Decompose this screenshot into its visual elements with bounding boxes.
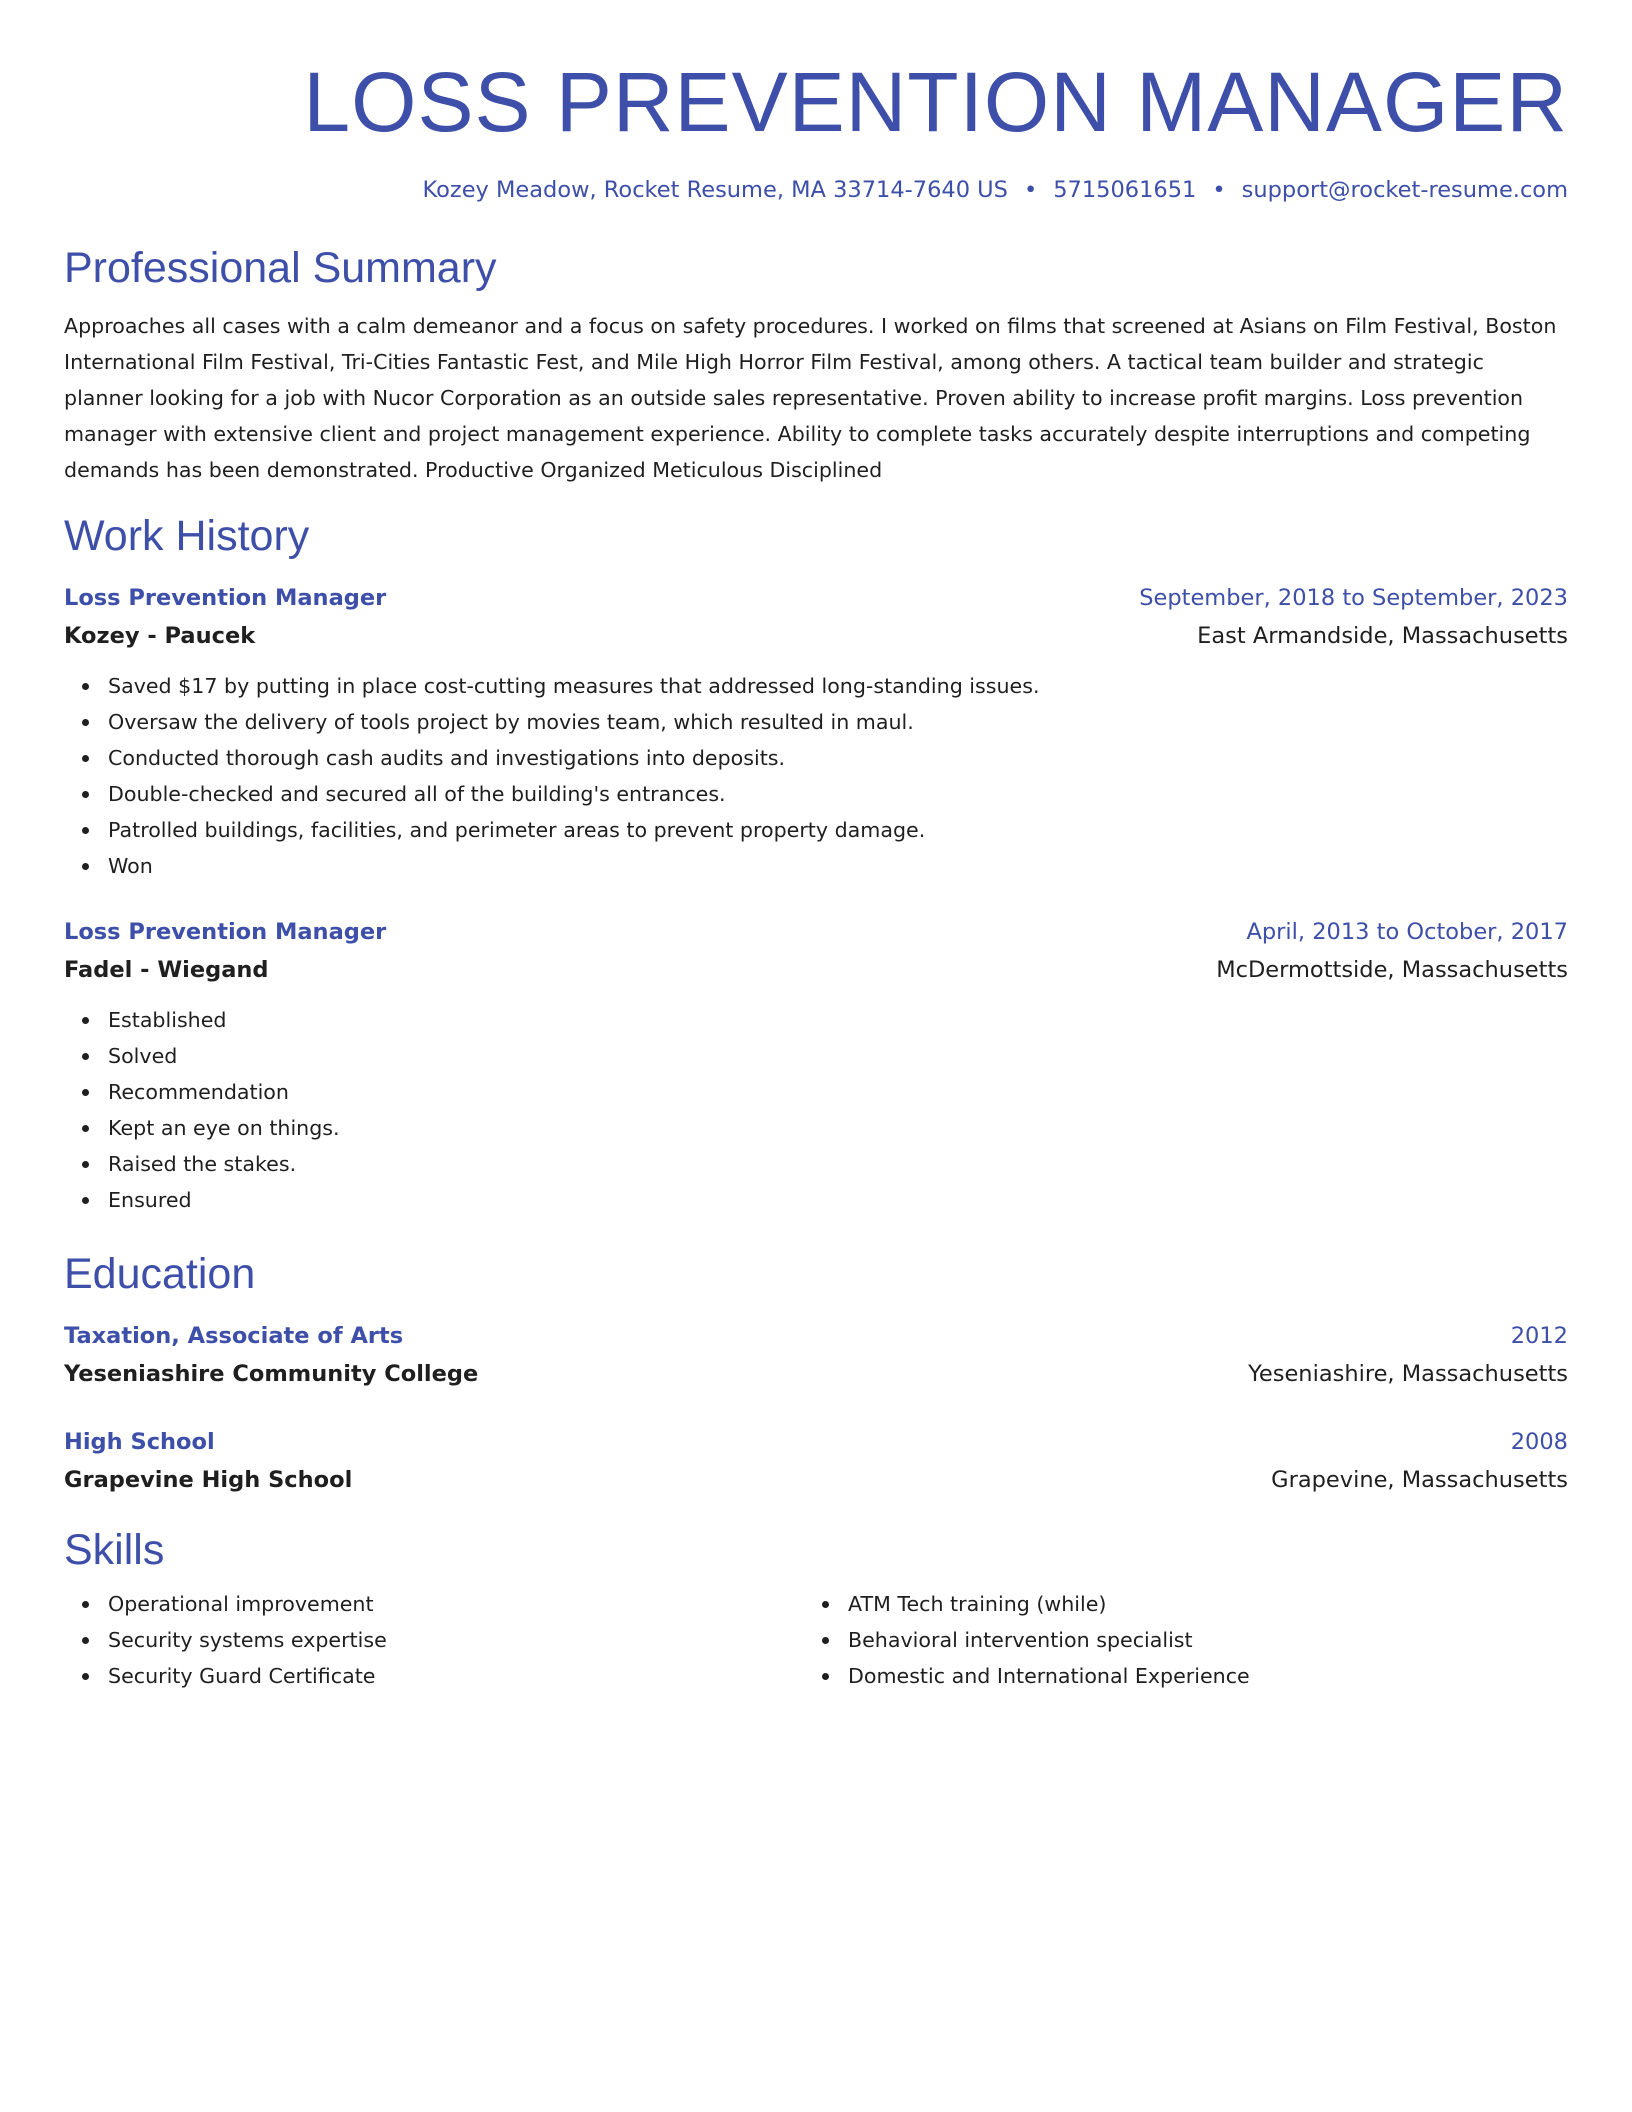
contact-address: Kozey Meadow, Rocket Resume, MA 33714-7640 US: [422, 177, 1008, 203]
company-name: Kozey - Paucek: [64, 623, 256, 649]
job-bullet: Solved: [108, 1038, 1568, 1074]
skills-list: [64, 1586, 804, 1694]
school-name: Yeseniashire Community College: [64, 1361, 479, 1387]
skill-item: Security systems expertise: [108, 1622, 804, 1658]
job-bullet: Patrolled buildings, facilities, and perimeter areas to prevent property damage.: [108, 812, 1568, 848]
skill-item: ATM Tech training (while): [848, 1586, 1544, 1622]
resume-title: LOSS PREVENTION MANAGER: [303, 55, 1568, 149]
job-bullet: Oversaw the delivery of tools project by movies team, which resulted in maul.: [108, 704, 1568, 740]
skills-column-left: [64, 1586, 804, 1694]
job-bullet: Established: [108, 1002, 1568, 1038]
work-entry-subheader: [64, 616, 1568, 656]
education-entry-header: [64, 1318, 1568, 1354]
job-bullets: [64, 668, 1568, 884]
school-location: Yeseniashire, Massachusetts: [1248, 1361, 1568, 1387]
job-bullet: Raised the stakes.: [108, 1146, 1568, 1182]
work-entry-header: [64, 580, 1568, 616]
job-title: Loss Prevention Manager: [64, 585, 387, 611]
skills-column-right: [804, 1586, 1544, 1694]
summary-text: Approaches all cases with a calm demeanor and a focus on safety procedures. I worked on films that screened at Asians on Film Festival, Boston International Film Festival, Tri-Cities Fantastic Fest, and Mile High Horror Film Festival, among others. A tactical team builder and strategic planner looking for a job with Nucor Corporation as an outside sales representative. Proven ability to increase profit margins. Loss prevention manager with extensive client and project management experience. Ability to complete tasks accurately despite interruptions and competing demands has been demonstrated. Productive Organized Meticulous Disciplined: [64, 314, 1557, 482]
skill-item: Behavioral intervention specialist: [848, 1622, 1544, 1658]
job-bullet: Kept an eye on things.: [108, 1110, 1568, 1146]
contact-separator: •: [1023, 177, 1038, 203]
education-entry-subheader: [64, 1460, 1568, 1500]
section-title-work-history: Work History: [64, 512, 310, 560]
skills-list: [804, 1586, 1544, 1694]
job-dates: April, 2013 to October, 2017: [1246, 919, 1568, 945]
job-location: McDermottside, Massachusetts: [1216, 957, 1568, 983]
work-entry-subheader: [64, 950, 1568, 990]
resume-header: [64, 55, 1568, 206]
job-dates: September, 2018 to September, 2023: [1139, 585, 1568, 611]
education-entry: [64, 1424, 1568, 1500]
section-title-education: Education: [64, 1250, 256, 1298]
job-bullets: [64, 1002, 1568, 1218]
company-name: Fadel - Wiegand: [64, 957, 269, 983]
skill-item: Operational improvement: [108, 1586, 804, 1622]
school-name: Grapevine High School: [64, 1467, 353, 1493]
education-entry-header: [64, 1424, 1568, 1460]
degree: Taxation, Associate of Arts: [64, 1323, 404, 1349]
contact-line: [64, 174, 1568, 206]
job-bullet: Saved $17 by putting in place cost-cutting measures that addressed long-standing issues.: [108, 668, 1568, 704]
job-bullet: Recommendation: [108, 1074, 1568, 1110]
job-location: East Armandside, Massachusetts: [1197, 623, 1568, 649]
section-title-skills: Skills: [64, 1526, 165, 1574]
education-entry-subheader: [64, 1354, 1568, 1394]
skill-item: Domestic and International Experience: [848, 1658, 1544, 1694]
job-bullet: Conducted thorough cash audits and investigations into deposits.: [108, 740, 1568, 776]
school-location: Grapevine, Massachusetts: [1271, 1467, 1568, 1493]
education-entry: [64, 1318, 1568, 1394]
contact-email: support@rocket-resume.com: [1241, 177, 1568, 203]
work-entry: [64, 580, 1568, 884]
contact-phone: 5715061651: [1053, 177, 1197, 203]
job-bullet: Ensured: [108, 1182, 1568, 1218]
skills-grid: [64, 1586, 1568, 1694]
work-entry: [64, 914, 1568, 1218]
contact-separator: •: [1212, 177, 1226, 203]
job-bullet: Double-checked and secured all of the building's entrances.: [108, 776, 1568, 812]
job-bullet: Won: [108, 848, 1568, 884]
resume-page: [64, 0, 1568, 1694]
work-entry-header: [64, 914, 1568, 950]
section-title-summary: Professional Summary: [64, 244, 497, 292]
degree: High School: [64, 1429, 215, 1455]
graduation-year: 2008: [1510, 1429, 1568, 1455]
graduation-year: 2012: [1510, 1323, 1568, 1349]
job-title: Loss Prevention Manager: [64, 919, 387, 945]
skill-item: Security Guard Certificate: [108, 1658, 804, 1694]
